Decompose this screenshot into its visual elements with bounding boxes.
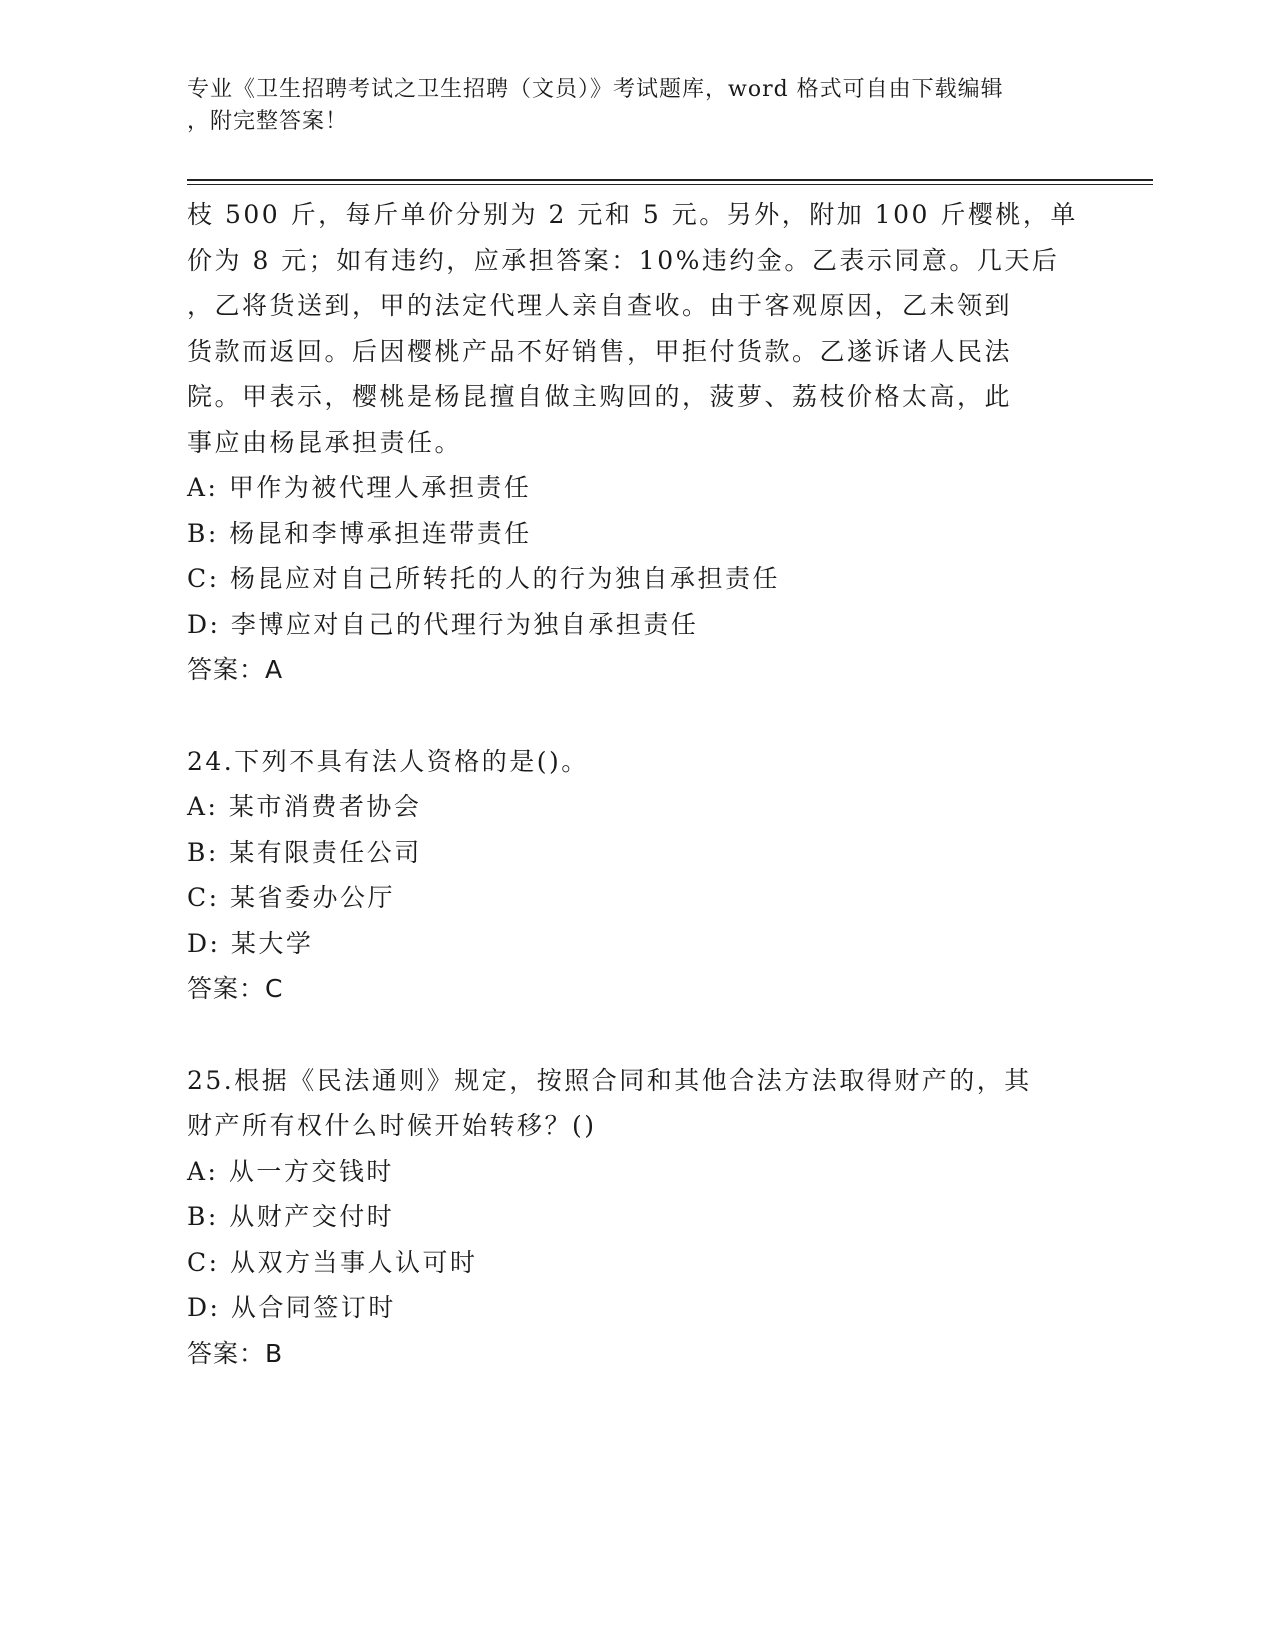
q23-option-c: C: 杨昆应对自己所转托的人的行为独自承担责任	[187, 564, 780, 593]
question-24	[187, 739, 1087, 1012]
q23-option-d: D: 李博应对自己的代理行为独自承担责任	[187, 609, 699, 639]
q25-option-a: A: 从一方交钱时	[187, 1156, 394, 1186]
q23-option-a: A: 甲作为被代理人承担责任	[187, 473, 532, 502]
q24-option-a: A: 某市消费者协会	[187, 792, 422, 821]
q23-text-line: 枝 500 斤，每斤单价分别为 2 元和 5 元。另外，附加 100 斤樱桃，单	[187, 200, 1078, 229]
q24-stem: 24.下列不具有法人资格的是()。	[187, 746, 589, 776]
document-body	[187, 192, 1087, 1376]
q23-text-line: 院。甲表示，樱桃是杨昆擅自做主购回的，菠萝、荔枝价格太高，此	[187, 382, 1013, 411]
q24-option-c: C: 某省委办公厅	[187, 883, 395, 912]
question-25	[187, 1058, 1087, 1377]
q25-option-b: B: 从财产交付时	[187, 1202, 395, 1231]
q25-answer: 答案：B	[187, 1338, 284, 1368]
q23-text-line: 事应由杨昆承担责任。	[187, 427, 463, 457]
page-header	[187, 74, 1087, 138]
q25-option-c: C: 从双方当事人认可时	[187, 1247, 478, 1277]
q23-text-line: ，乙将货送到，甲的法定代理人亲自查收。由于客观原因，乙未领到	[187, 291, 1013, 320]
header-divider-thick	[187, 179, 1153, 181]
header-line-1: 专业《卫生招聘考试之卫生招聘（文员）》考试题库，word 格式可自由下载编辑	[187, 77, 1004, 102]
q23-answer: 答案：A	[187, 655, 284, 684]
q23-text-line: 货款而返回。后因樱桃产品不好销售，甲拒付货款。乙遂诉诸人民法	[187, 336, 1013, 366]
header-line-2: ，附完整答案！	[187, 109, 349, 134]
q24-option-b: B: 某有限责任公司	[187, 837, 422, 867]
q25-option-d: D: 从合同签订时	[187, 1293, 396, 1322]
q23-option-b: B: 杨昆和李博承担连带责任	[187, 518, 532, 548]
q24-option-d: D: 某大学	[187, 928, 314, 958]
q23-text-line: 价为 8 元；如有违约，应承担答案：10%违约金。乙表示同意。几天后	[187, 245, 1060, 275]
q24-answer: 答案：C	[187, 974, 284, 1003]
question-23-continued	[187, 192, 1087, 693]
q25-stem-line: 25.根据《民法通则》规定，按照合同和其他合法方法取得财产的，其	[187, 1065, 1032, 1095]
header-divider-thin	[187, 184, 1153, 185]
q25-stem-line: 财产所有权什么时候开始转移？()	[187, 1111, 597, 1140]
